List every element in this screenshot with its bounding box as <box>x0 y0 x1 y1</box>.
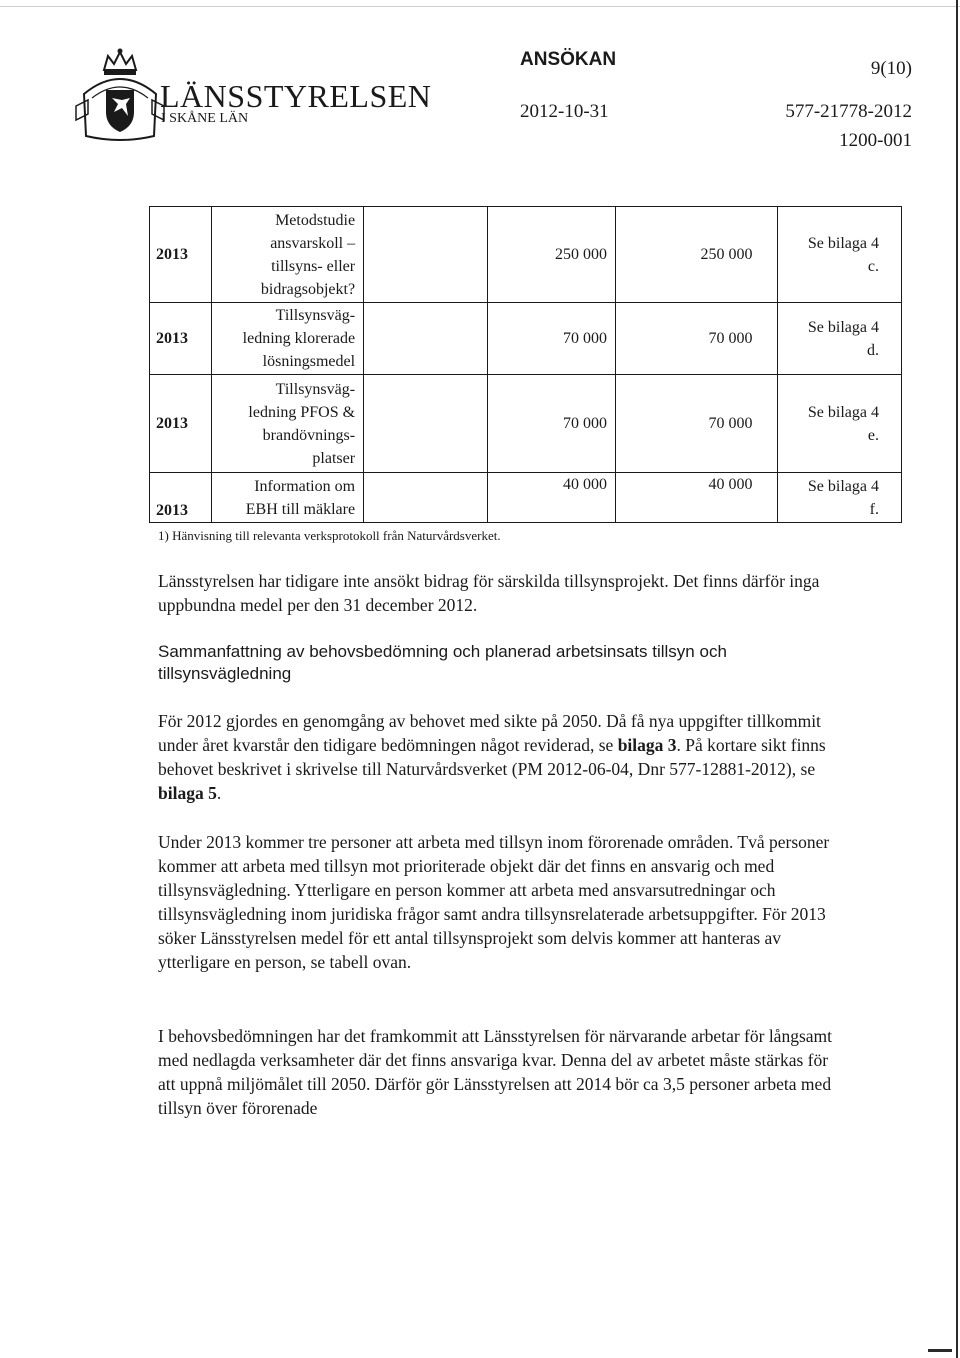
attachment-cell <box>777 473 901 523</box>
text-run: . <box>216 783 222 803</box>
description-line: Tillsynsväg- <box>275 380 356 398</box>
amount-cell: 250 000 <box>616 207 778 303</box>
attachment-line: c. <box>867 257 879 275</box>
description-line: ledning PFOS & <box>248 403 356 421</box>
paragraph-text: I behovsbedömningen har det framkommit att Länsstyrelsen för närvarande arbetar för långsamt med nedlagda verksamheter där det finns ansvariga kvar. Denna del av arbetet måste stärkas för att uppnå miljömålet till 2050. Därför gör Länsstyrelsen att 2014 bör ca 3,5 personer arbeta med tillsyn över förorenade <box>158 1026 832 1118</box>
document-reference-secondary: 1200-001 <box>839 130 912 151</box>
attachment-line: d. <box>867 341 879 359</box>
section-heading: Sammanfattning av behovsbedömning och planerad arbetsinsats tillsyn och tillsynsvägledning <box>158 642 727 683</box>
amount-cell: 70 000 <box>488 375 616 473</box>
table-row <box>150 303 902 375</box>
description-cell <box>211 375 363 473</box>
attachment-line: Se bilaga 4 <box>807 477 879 495</box>
amount-cell: 40 000 <box>616 473 778 523</box>
scan-edge <box>956 0 958 1358</box>
year-cell: 2013 <box>150 207 212 303</box>
attachment-line: e. <box>867 426 879 444</box>
top-rule <box>0 6 960 7</box>
paragraph <box>158 830 838 974</box>
year-cell: 2013 <box>150 473 212 523</box>
amount-cell: 70 000 <box>616 375 778 473</box>
year-cell: 2013 <box>150 375 212 473</box>
table-row <box>150 375 902 473</box>
org-subtitle: I SKÅNE LÄN <box>161 111 249 126</box>
paragraph-text: Länsstyrelsen har tidigare inte ansökt bidrag för särskilda tillsynsprojekt. Det finns därför inga uppbundna medel per den 31 december 2012. <box>158 571 820 615</box>
document-date: 2012-10-31 <box>520 101 609 122</box>
attachment-line: Se bilaga 4 <box>807 234 879 252</box>
scan-mark <box>928 1349 952 1352</box>
amount-cell: 250 000 <box>488 207 616 303</box>
amount-cell: 70 000 <box>616 303 778 375</box>
document-reference: 577-21778-2012 <box>785 101 912 122</box>
table-row <box>150 473 902 523</box>
table-row <box>150 207 902 303</box>
description-line: ansvarskoll – <box>270 234 356 252</box>
description-line: brandövnings- <box>262 426 356 444</box>
description-line: Tillsynsväg- <box>275 307 356 324</box>
description-line: EBH till mäklare <box>245 500 356 518</box>
document-type: ANSÖKAN <box>520 49 617 70</box>
crown-coat-of-arms-logo <box>74 48 166 144</box>
description-line: Metodstudie <box>275 211 356 229</box>
paragraph-text <box>158 709 838 805</box>
bold-reference: bilaga 3 <box>617 735 677 755</box>
description-line: Information om <box>254 477 356 495</box>
description-line: platser <box>312 449 356 467</box>
description-cell <box>211 207 363 303</box>
text-run: För 2012 gjordes en genomgång av behovet med sikte på 2050. Då få nya uppgifter tillkommit under året kvarstår den tidigare bedömningen något reviderad, se <box>158 711 821 755</box>
attachment-line: Se bilaga 4 <box>807 318 879 336</box>
description-line: tillsyns- eller <box>271 257 356 275</box>
amount-cell: 40 000 <box>488 473 616 523</box>
empty-cell <box>364 375 488 473</box>
empty-cell <box>364 303 488 375</box>
funding-table <box>149 206 902 523</box>
paragraph <box>158 569 838 617</box>
attachment-line: f. <box>869 500 879 518</box>
empty-cell <box>364 207 488 303</box>
description-cell <box>211 473 363 523</box>
amount-cell: 70 000 <box>488 303 616 375</box>
description-line: bidragsobjekt? <box>260 280 356 298</box>
text-run: . På kortare sikt finns behovet beskrivet i skrivelse till Naturvårdsverket (PM 2012-06-04, Dnr 577-12881-2012), se <box>158 735 826 779</box>
attachment-cell <box>777 375 901 473</box>
paragraph <box>158 709 838 805</box>
description-line: lösningsmedel <box>262 353 356 370</box>
paragraph-text: Under 2013 kommer tre personer att arbeta med tillsyn inom förorenade områden. Två personer kommer att arbeta med tillsyn mot prioriterade objekt där det finns en ansvarig och med tillsynsvägledning. Ytterligare en person kommer att arbeta med ansvarsutredningar och tillsynsvägledning inom juridiska frågor samt andra tillsynsrelaterade arbetsuppgifter. För 2013 söker Länsstyrelsen medel för ett antal tillsynsprojekt som delvis kommer att hanteras av ytterligare en person, se tabell ovan. <box>158 832 830 972</box>
year-cell: 2013 <box>150 303 212 375</box>
table-footnote: 1) Hänvisning till relevanta verksprotokoll från Naturvårdsverket. <box>158 528 501 543</box>
attachment-cell <box>777 207 901 303</box>
empty-cell <box>364 473 488 523</box>
org-name: LÄNSSTYRELSEN <box>160 78 432 114</box>
bold-reference: bilaga 5 <box>158 783 217 803</box>
page-number: 9(10) <box>870 58 912 79</box>
attachment-cell <box>777 303 901 375</box>
description-cell <box>211 303 363 375</box>
description-line: ledning klorerade <box>242 330 356 347</box>
attachment-line: Se bilaga 4 <box>807 403 879 421</box>
paragraph <box>158 1024 838 1120</box>
